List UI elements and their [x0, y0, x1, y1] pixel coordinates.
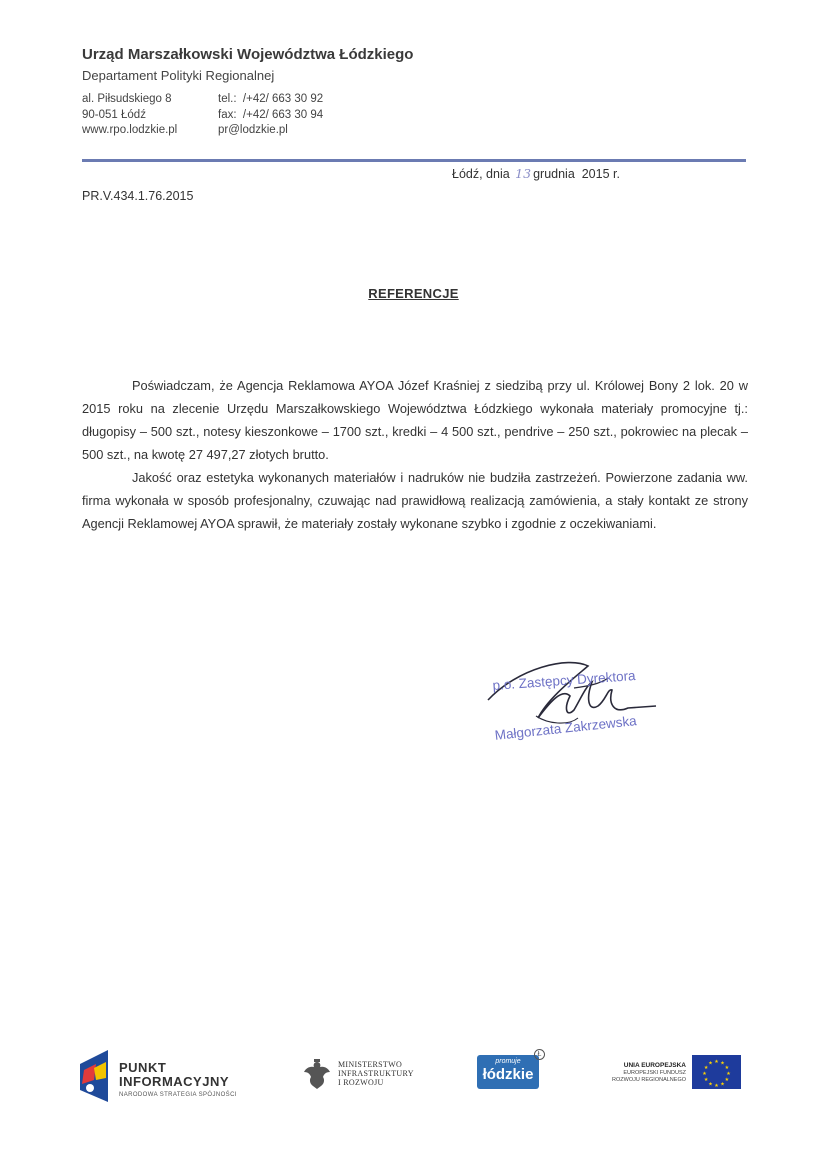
svg-text:★: ★ — [720, 1060, 725, 1067]
organization-name: Urząd Marszałkowski Województwa Łódzkiego — [82, 46, 414, 63]
promuje-lodzkie-logo — [477, 1055, 539, 1089]
address-city: 90-051 Łódź — [82, 108, 146, 121]
address-website: www.rpo.lodzkie.pl — [82, 124, 178, 136]
contact-fax: fax: /+42/ 663 30 94 — [218, 108, 324, 121]
contact-phone: tel.: /+42/ 663 30 92 — [218, 93, 324, 105]
svg-text:★: ★ — [724, 1065, 730, 1071]
punkt-informacyjny-text — [119, 1061, 237, 1098]
date-day-handwritten: 13 — [515, 166, 532, 181]
svg-text:★: ★ — [708, 1060, 713, 1067]
address-street: al. Piłsudskiego 8 — [82, 93, 172, 105]
punkt-line1: PUNKT — [119, 1060, 167, 1075]
ministry-text — [338, 1060, 414, 1087]
stamp-name: Małgorzata Zakrzewska — [494, 713, 638, 743]
department-name: Departament Polityki Regionalnej — [82, 68, 275, 83]
svg-text:★: ★ — [726, 1071, 731, 1077]
contact-email: pr@lodzkie.pl — [218, 124, 288, 136]
lodzkie-small-text: promuje — [495, 1058, 521, 1065]
svg-text:★: ★ — [703, 1077, 709, 1083]
lodzkie-mark-icon: Ł — [534, 1049, 545, 1060]
punkt-informacyjny-logo-icon — [80, 1050, 108, 1102]
punkt-line3: NARODOWA STRATEGIA SPÓJNOŚCI — [119, 1092, 237, 1098]
document-title: REFERENCJE — [368, 286, 459, 301]
svg-text:★: ★ — [702, 1071, 707, 1077]
date-suffix: grudnia 2015 r. — [533, 167, 620, 181]
svg-text:★: ★ — [703, 1065, 709, 1071]
ministry-line3: I ROZWOJU — [338, 1078, 384, 1087]
ministry-line1: MINISTERSTWO — [338, 1060, 403, 1069]
svg-text:★: ★ — [724, 1077, 730, 1083]
letter-date — [452, 166, 620, 181]
contact-block — [218, 92, 323, 139]
svg-text:★: ★ — [714, 1059, 719, 1065]
reference-number: PR.V.434.1.76.2015 — [82, 189, 194, 203]
document-title-wrap — [0, 285, 827, 303]
svg-text:★: ★ — [720, 1081, 725, 1088]
punkt-line2: INFORMACYJNY — [119, 1074, 230, 1089]
address-block — [82, 92, 177, 139]
eu-flag-icon — [692, 1055, 741, 1089]
eu-line2: EUROPEJSKI FUNDUSZ — [623, 1070, 686, 1076]
eu-line3: ROZWOJU REGIONALNEGO — [612, 1077, 686, 1083]
polish-eagle-emblem-icon — [302, 1058, 332, 1090]
body-paragraph-1: Poświadczam, że Agencja Reklamowa AYOA Józef Kraśniej z siedzibą przy ul. Królowej Bony 2 lok. 20 w 2015 roku na zlecenie Urzędu Marszałkowskiego Województwa Łódzkiego wykonała materiały promocyjne tj.: długopisy – 500 szt., notesy kieszonkowe – 1700 szt., kredki – 4 500 szt., pendrive – 250 szt., pokrowiec na plecak – 500 szt., na kwotę 27 497,27 złotych brutto. — [82, 378, 748, 462]
eu-text — [606, 1062, 686, 1084]
header-divider — [82, 159, 746, 162]
stamp-title: p.o. Zastępcy Dyrektora — [492, 668, 637, 693]
svg-text:★: ★ — [708, 1081, 713, 1088]
letter-body — [82, 374, 748, 535]
lodzkie-big-text: łódzkie — [482, 1066, 534, 1083]
date-prefix: Łódź, dnia — [452, 167, 510, 181]
body-paragraph-2: Jakość oraz estetyka wykonanych materiałów i nadruków nie budziła zastrzeżeń. Powierzone zadania ww. firma wykonała w sposób profesjonalny, czuwając nad prawidłową realizacją zamówienia, a stały kontakt ze strony Agencji Reklamowej AYOA sprawił, że materiały zostały wykonane szybko i zgodnie z oczekiwaniami. — [82, 470, 748, 531]
eu-line1: UNIA EUROPEJSKA — [623, 1062, 686, 1069]
svg-text:★: ★ — [714, 1083, 719, 1089]
ministry-line2: INFRASTRUKTURY — [338, 1069, 414, 1078]
